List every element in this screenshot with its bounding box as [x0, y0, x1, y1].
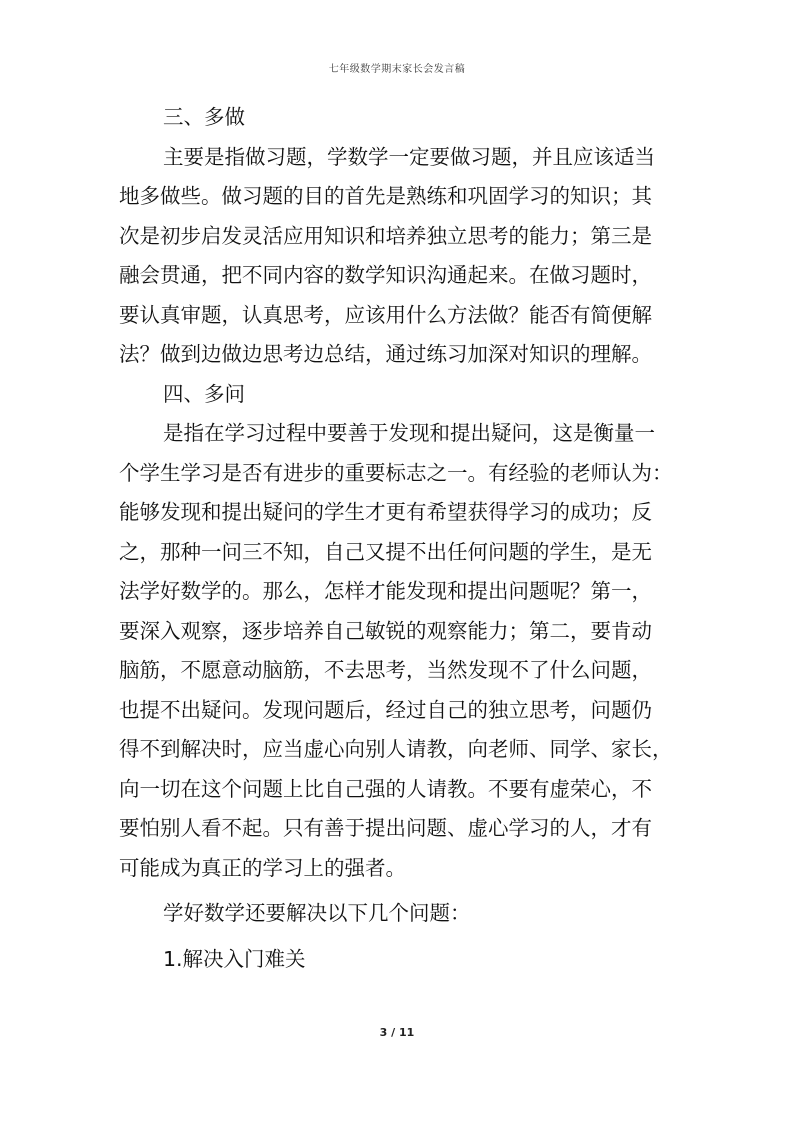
paragraph-line: 之，那种一问三不知，自己又提不出任何问题的学生，是无 [119, 539, 652, 564]
paragraph-line: 可能成为真正的学习上的强者。 [119, 855, 406, 880]
paragraph-line: 向一切在这个问题上比自己强的人请教。不要有虚荣心，不 [119, 776, 652, 801]
paragraph-line: 个学生学习是否有进步的重要标志之一。有经验的老师认为： [119, 460, 673, 485]
subsection-heading: 1.解决入门难关 [163, 946, 306, 971]
paragraph-line: 也提不出疑问。发现问题后，经过自己的独立思考，问题仍 [119, 697, 652, 722]
paragraph-line: 融会贯通，把不同内容的数学知识沟通起来。在做习题时， [119, 263, 652, 287]
paragraph-line: 法学好数学的。那么，怎样才能发现和提出问题呢？第一， [119, 579, 652, 603]
paragraph-line: 脑筋，不愿意动脑筋，不去思考，当然发现不了什么问题， [119, 658, 652, 682]
section-heading-duowen: 四、多问 [163, 381, 245, 406]
paragraph-line: 学好数学还要解决以下几个问题： [163, 901, 471, 925]
document-body [119, 98, 679, 979]
paragraph-line: 要怕别人看不起。只有善于提出问题、虚心学习的人，才有 [119, 816, 652, 840]
paragraph-line: 得不到解决时，应当虚心向别人请教，向老师、同学、家长， [119, 737, 673, 761]
paragraph-line: 法？做到边做边思考边总结，通过练习加深对知识的理解。 [119, 342, 652, 366]
page-header: 七年级数学期末家长会发言稿 [328, 64, 466, 75]
paragraph-line: 要深入观察，逐步培养自己敏锐的观察能力；第二，要肯动 [119, 618, 652, 643]
paragraph-line: 能够发现和提出疑问的学生才更有希望获得学习的成功；反 [119, 500, 652, 524]
paragraph-line: 次是初步启发灵活应用知识和培养独立思考的能力；第三是 [119, 223, 652, 248]
paragraph-line: 要认真审题，认真思考，应该用什么方法做？能否有简便解 [119, 302, 652, 327]
paragraph-line: 地多做些。做习题的目的首先是熟练和巩固学习的知识；其 [119, 184, 652, 208]
page-number: 3 / 11 [379, 1026, 415, 1039]
paragraph-line: 是指在学习过程中要善于发现和提出疑问，这是衡量一 [163, 421, 655, 445]
paragraph-line: 主要是指做习题，学数学一定要做习题，并且应该适当 [163, 144, 655, 169]
section-heading-duozuo: 三、多做 [163, 105, 245, 129]
